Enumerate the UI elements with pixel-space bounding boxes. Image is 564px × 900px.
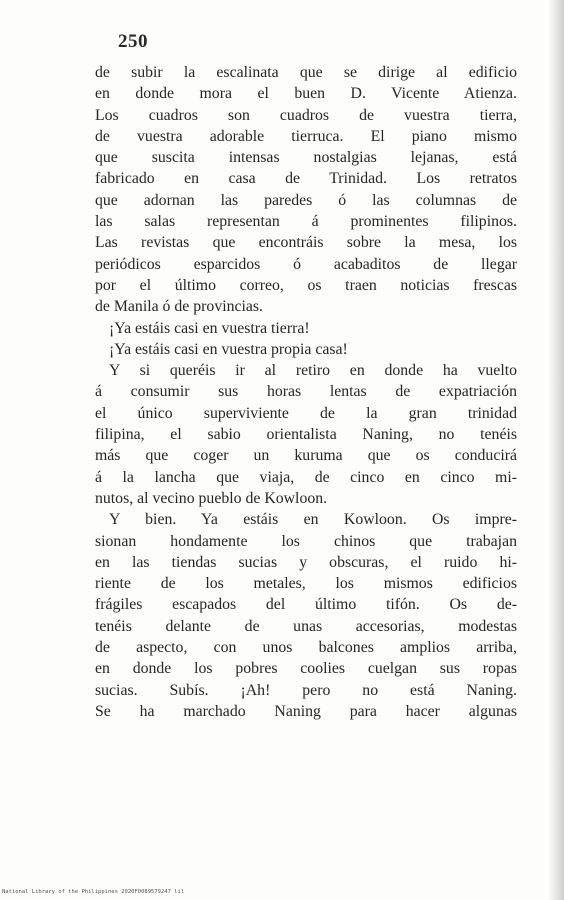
text-line: Y bien. Ya estáis en Kowloon. Os impre- [109,511,517,529]
text-line: por el último correo, os traen noticias frescas [95,276,517,294]
page-number: 250 [118,31,148,52]
text-line: más que coger un kuruma que os conducirá [95,447,517,465]
text-line: fabricado en casa de Trinidad. Los retratos [95,170,517,188]
text-line: en donde los pobres coolies cuelgan sus ropas [95,660,517,678]
text-line: Los cuadros son cuadros de vuestra tierra, [95,106,517,124]
text-line: Se ha marchado Naning para hacer algunas [95,702,517,720]
text-line: de vuestra adorable tierruca. El piano mismo [95,127,517,145]
text-line: riente de los metales, los mismos edificios [95,575,517,593]
text-line: en donde mora el buen D. Vicente Atienza. [95,85,517,103]
text-line: de Manila ó de provincias. [95,298,264,316]
text-line: que adornan las paredes ó las columnas de [95,191,517,209]
text-line: nutos, al vecino pueblo de Kowloon. [95,489,328,507]
text-line: periódicos esparcidos ó acabaditos de llegar [95,255,517,273]
text-line: en las tiendas sucias y obscuras, el ruido hi- [95,553,517,571]
text-line: Las revistas que encontráis sobre la mesa, los [95,234,517,252]
text-line: las salas representan á prominentes filipinos. [95,213,517,231]
body-text [95,62,517,722]
text-line: ¡Ya estáis casi en vuestra propia casa! [109,340,348,358]
text-line: sionan hondamente los chinos que trabajan [95,532,517,550]
scan-footer: National Library of the Philippines 2020F0089579247 lil [2,889,185,895]
text-line: de subir la escalinata que se dirige al edificio [95,64,517,81]
page-edge-shadow [548,0,564,900]
text-line: frágiles escapados del último tifón. Os de- [95,596,517,614]
text-line: ¡Ya estáis casi en vuestra tierra! [109,319,310,337]
text-line: sucias. Subís. ¡Ah! pero no está Naning. [95,681,517,699]
text-line: que suscita intensas nostalgias lejanas, está [95,149,517,167]
text-line: el único superviviente de la gran trinidad [95,404,517,422]
text-line: Y si queréis ir al retiro en donde ha vuelto [109,362,517,380]
text-line: de aspecto, con unos balcones amplios arriba, [95,639,517,657]
text-line: á consumir sus horas lentas de expatriación [95,383,517,401]
text-line: tenéis delante de unas accesorias, modestas [95,617,517,635]
text-line: filipina, el sabio orientalista Naning, no tenéis [95,426,517,444]
text-line: á la lancha que viaja, de cinco en cinco mi- [95,468,517,486]
